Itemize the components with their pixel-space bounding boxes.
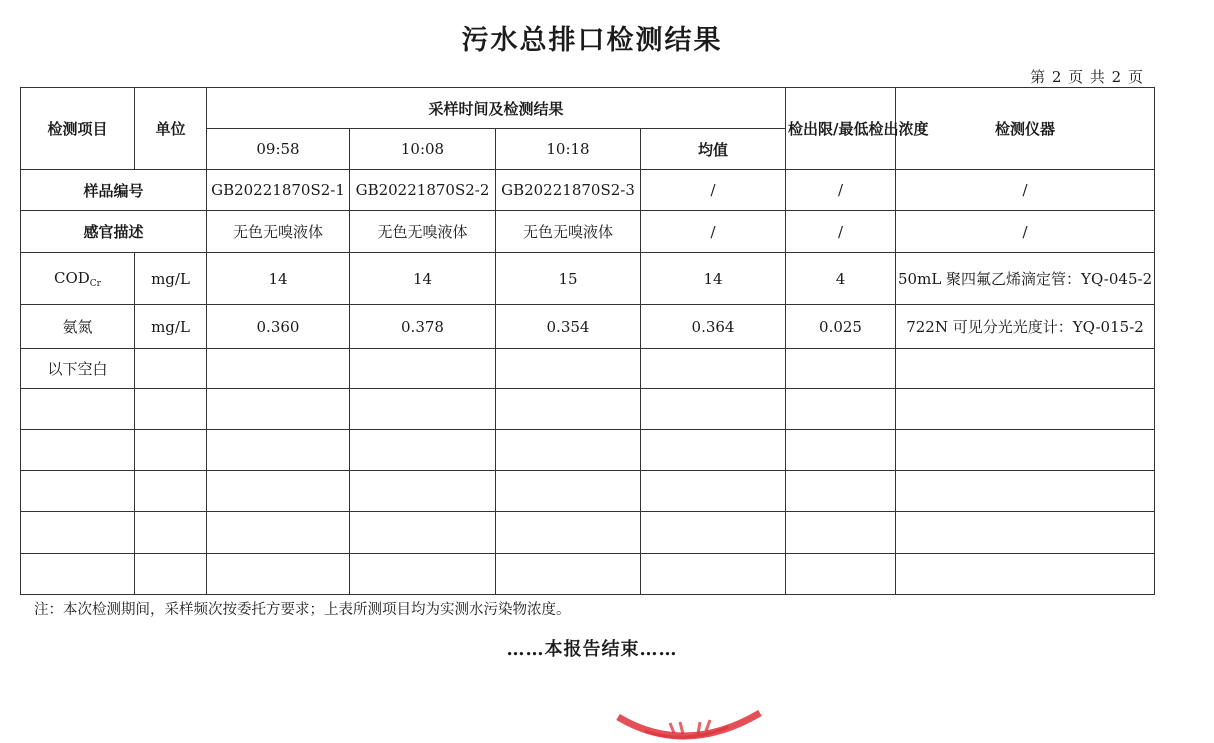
cell: 14: [207, 253, 350, 305]
header-mean: 均值: [641, 129, 786, 170]
cod-label: COD: [53, 268, 90, 287]
page-number: 第 2 页 共 2 页: [1030, 68, 1144, 86]
cell: /: [641, 211, 786, 253]
table-row-sample-no: [21, 170, 1155, 211]
table-row-blank: [21, 349, 1155, 389]
red-seal-stamp: [610, 705, 770, 743]
cell: 50mL 聚四氟乙烯滴定管：YQ-045-2: [896, 253, 1155, 305]
row-label: 感官描述: [21, 211, 207, 253]
cell-unit: mg/L: [135, 253, 207, 305]
cell: 722N 可见分光光度计：YQ-015-2: [896, 305, 1155, 349]
table-row-empty: [21, 554, 1155, 595]
row-label: 以下空白: [21, 349, 135, 389]
table-row-ammonia: [21, 305, 1155, 349]
cell: /: [786, 170, 896, 211]
cell: 无色无嗅液体: [207, 211, 350, 253]
results-table: [20, 87, 1155, 595]
row-label: 样品编号: [21, 170, 207, 211]
cell: 0.354: [496, 305, 641, 349]
cell: GB20221870S2-2: [350, 170, 496, 211]
cell: /: [896, 211, 1155, 253]
cell: /: [641, 170, 786, 211]
footnote: 注：本次检测期间，采样频次按委托方要求；上表所测项目均为实测水污染物浓度。: [34, 602, 571, 618]
header-unit: 单位: [135, 88, 207, 170]
row-label: [21, 253, 135, 305]
header-time-3: 10:18: [496, 129, 641, 170]
cell: 0.360: [207, 305, 350, 349]
header-time-2: 10:08: [350, 129, 496, 170]
header-item: 检测项目: [21, 88, 135, 170]
table-row-cod: [21, 253, 1155, 305]
cell: GB20221870S2-3: [496, 170, 641, 211]
header-time-1: 09:58: [207, 129, 350, 170]
row-label: 氨氮: [21, 305, 135, 349]
report-title: 污水总排口检测结果: [461, 25, 723, 56]
table-row-empty: [21, 471, 1155, 512]
cell: 无色无嗅液体: [496, 211, 641, 253]
header-sampling: 采样时间及检测结果: [207, 88, 786, 129]
cell: 14: [641, 253, 786, 305]
cell: 4: [786, 253, 896, 305]
cell: 无色无嗅液体: [350, 211, 496, 253]
table-row-sensory: [21, 211, 1155, 253]
cell: 14: [350, 253, 496, 305]
cell: /: [896, 170, 1155, 211]
cell-unit: mg/L: [135, 305, 207, 349]
report-end-marker: ……本报告结束……: [506, 639, 678, 660]
table-row-empty: [21, 512, 1155, 554]
table-row-empty: [21, 430, 1155, 471]
cell: 0.378: [350, 305, 496, 349]
cell: 0.364: [641, 305, 786, 349]
cell: /: [786, 211, 896, 253]
header-instrument: 检测仪器: [896, 88, 1155, 170]
cell: 0.025: [786, 305, 896, 349]
header-limit: 检出限/最低检出浓度: [786, 88, 896, 170]
cell: 15: [496, 253, 641, 305]
cod-subscript: Cr: [89, 278, 101, 289]
table-row-empty: [21, 389, 1155, 430]
cell: GB20221870S2-1: [207, 170, 350, 211]
